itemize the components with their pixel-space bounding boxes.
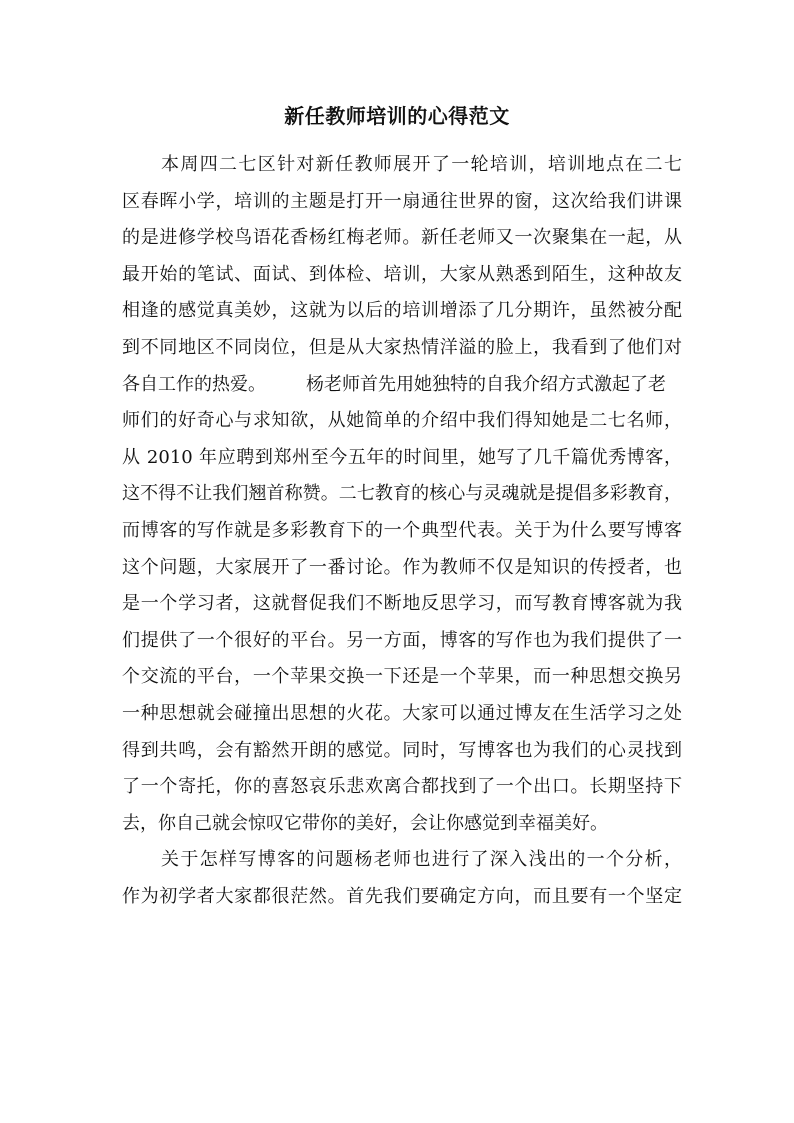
paragraph-line: 本周四二七区针对新任教师展开了一轮培训，培训地点在二七: [161, 154, 682, 175]
document-body: [122, 147, 682, 915]
paragraph-line: 到不同地区不同岗位，但是从大家热情洋溢的脸上，我看到了他们对: [122, 336, 682, 358]
paragraph-line: 师们的好奇心与求知欲，从她简单的介绍中我们得知她是二七名师，: [122, 410, 682, 432]
paragraph-line: 一种思想就会碰撞出思想的火花。大家可以通过博友在生活学习之处: [122, 702, 682, 724]
paragraph-line: 得到共鸣，会有豁然开朗的感觉。同时，写博客也为我们的心灵找到: [122, 739, 682, 761]
paragraph-line: 去，你自己就会惊叹它带你的美好，会让你感觉到幸福美好。: [122, 812, 608, 834]
document-title: 新任教师培训的心得范文: [284, 104, 510, 128]
paragraph-line: 们提供了一个很好的平台。另一方面，博客的写作也为我们提供了一: [122, 629, 682, 651]
paragraph-line: [122, 367, 682, 404]
paragraph-line: 而博客的写作就是多彩教育下的一个典型代表。关于为什么要写博客: [122, 519, 682, 541]
paragraph-line: 了一个寄托，你的喜怒哀乐悲欢离合都找到了一个出口。长期坚持下: [122, 776, 682, 798]
paragraph-line: 区春晖小学，培训的主题是打开一扇通往世界的窗，这次给我们讲课: [122, 190, 682, 212]
paragraph-line: 相逢的感觉真美妙，这就为以后的培训增添了几分期许，虽然被分配: [122, 300, 682, 322]
paragraph-line-text: 各自工作的热爱。: [122, 373, 266, 395]
paragraph-line: 从 2010 年应聘到郑州至今五年的时间里，她写了几千篇优秀博客，: [122, 446, 682, 468]
paragraph-line: 关于怎样写博客的问题杨老师也进行了深入浅出的一个分析，: [161, 849, 682, 871]
paragraph-line: 最开始的笔试、面试、到体检、培训，大家从熟悉到陌生，这种故友: [122, 263, 682, 285]
paragraph-line: 这个问题，大家展开了一番讨论。作为教师不仅是知识的传授者，也: [122, 556, 682, 578]
paragraph-line: 是一个学习者，这就督促我们不断地反思学习，而写教育博客就为我: [122, 593, 682, 615]
paragraph-line: 作为初学者大家都很茫然。首先我们要确定方向，而且要有一个坚定: [122, 885, 682, 907]
paragraph-line: 这不得不让我们翘首称赞。二七教育的核心与灵魂就是提倡多彩教育，: [122, 483, 682, 505]
paragraph-line: 个交流的平台，一个苹果交换一下还是一个苹果，而一种思想交换另: [122, 666, 682, 688]
paragraph-line: 的是进修学校鸟语花香杨红梅老师。新任老师又一次聚集在一起，从: [122, 227, 682, 249]
paragraph-line-text: 杨老师首先用她独特的自我介绍方式激起了老: [306, 373, 666, 395]
